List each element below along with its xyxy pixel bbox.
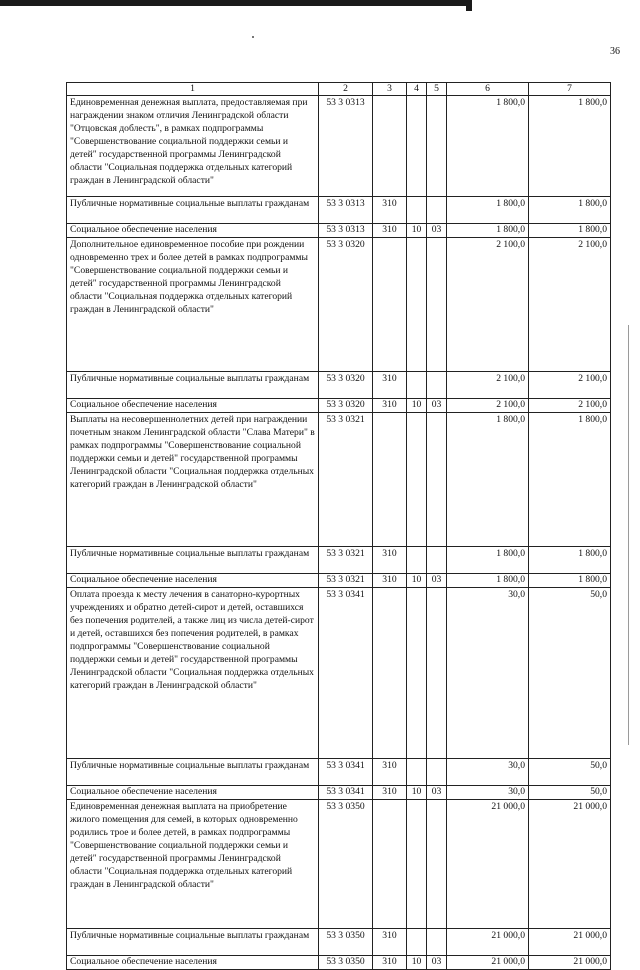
amount-col6: 30,0 bbox=[447, 786, 529, 800]
column-header: 3 bbox=[373, 83, 407, 96]
section: 10 bbox=[407, 786, 427, 800]
scan-right-edge bbox=[628, 325, 629, 745]
amount-col7: 1 800,0 bbox=[529, 574, 611, 588]
row-name: Оплата проезда к месту лечения в санаторно-курортных учреждениях и обратно детей-сирот и детей, оставшихся без попечения родителей, а также лиц из числа детей-сирот и детей, оставшихся без попечения родителей, в рамках подпрограммы "Совершенствование социальной поддержки семьи и детей" государственной программы Ленинградской области "Социальная поддержка отдельных категорий граждан в Ленинградской области" bbox=[67, 588, 319, 759]
section: 10 bbox=[407, 399, 427, 413]
table-row bbox=[67, 956, 611, 970]
amount-col7: 2 100,0 bbox=[529, 399, 611, 413]
column-header: 5 bbox=[427, 83, 447, 96]
subsection: 03 bbox=[427, 786, 447, 800]
target-code: 53 3 0341 bbox=[319, 786, 373, 800]
expense-type: 310 bbox=[373, 547, 407, 574]
expense-type bbox=[373, 800, 407, 929]
target-code: 53 3 0320 bbox=[319, 399, 373, 413]
amount-col7: 21 000,0 bbox=[529, 800, 611, 929]
amount-col7: 50,0 bbox=[529, 588, 611, 759]
table-row bbox=[67, 547, 611, 574]
section bbox=[407, 588, 427, 759]
row-name: Единовременная денежная выплата на приобретение жилого помещения для семей, в которых одновременно родились трое и более детей, в рамках подпрограммы "Совершенствование социальной поддержки семьи и детей" государственной программы Ленинградской области "Социальная поддержка отдельных категорий граждан в Ленинградской области" bbox=[67, 800, 319, 929]
amount-col6: 2 100,0 bbox=[447, 399, 529, 413]
expense-type: 310 bbox=[373, 399, 407, 413]
table-row bbox=[67, 238, 611, 372]
section bbox=[407, 413, 427, 547]
column-header: 7 bbox=[529, 83, 611, 96]
subsection bbox=[427, 96, 447, 197]
target-code: 53 3 0320 bbox=[319, 372, 373, 399]
section bbox=[407, 547, 427, 574]
target-code: 53 3 0313 bbox=[319, 224, 373, 238]
subsection: 03 bbox=[427, 956, 447, 970]
column-header: 6 bbox=[447, 83, 529, 96]
amount-col7: 21 000,0 bbox=[529, 956, 611, 970]
amount-col7: 50,0 bbox=[529, 786, 611, 800]
target-code: 53 3 0341 bbox=[319, 588, 373, 759]
row-name: Публичные нормативные социальные выплаты гражданам bbox=[67, 547, 319, 574]
subsection bbox=[427, 547, 447, 574]
section bbox=[407, 929, 427, 956]
amount-col6: 2 100,0 bbox=[447, 238, 529, 372]
row-name: Публичные нормативные социальные выплаты гражданам bbox=[67, 929, 319, 956]
page-number: 36 bbox=[610, 46, 620, 57]
target-code: 53 3 0341 bbox=[319, 759, 373, 786]
target-code: 53 3 0313 bbox=[319, 197, 373, 224]
target-code: 53 3 0321 bbox=[319, 413, 373, 547]
expense-type bbox=[373, 96, 407, 197]
amount-col7: 2 100,0 bbox=[529, 238, 611, 372]
target-code: 53 3 0321 bbox=[319, 547, 373, 574]
table-row bbox=[67, 399, 611, 413]
subsection bbox=[427, 197, 447, 224]
row-name: Публичные нормативные социальные выплаты гражданам bbox=[67, 197, 319, 224]
table-row bbox=[67, 929, 611, 956]
amount-col6: 21 000,0 bbox=[447, 800, 529, 929]
amount-col7: 1 800,0 bbox=[529, 96, 611, 197]
column-header: 2 bbox=[319, 83, 373, 96]
table-row bbox=[67, 224, 611, 238]
subsection: 03 bbox=[427, 399, 447, 413]
subsection bbox=[427, 929, 447, 956]
section bbox=[407, 197, 427, 224]
amount-col6: 1 800,0 bbox=[447, 96, 529, 197]
amount-col7: 1 800,0 bbox=[529, 224, 611, 238]
subsection bbox=[427, 413, 447, 547]
section: 10 bbox=[407, 956, 427, 970]
amount-col7: 50,0 bbox=[529, 759, 611, 786]
scan-speck bbox=[252, 36, 254, 38]
section bbox=[407, 372, 427, 399]
row-name: Выплаты на несовершеннолетних детей при награждении почетным знаком Ленинградской области "Слава Матери" в рамках подпрограммы "Совершенствование социальной поддержки семьи и детей" государственной программы Ленинградской области "Социальная поддержка отдельных категорий граждан в Ленинградской области" bbox=[67, 413, 319, 547]
expense-type: 310 bbox=[373, 759, 407, 786]
target-code: 53 3 0321 bbox=[319, 574, 373, 588]
table-row bbox=[67, 786, 611, 800]
expense-type: 310 bbox=[373, 786, 407, 800]
budget-table bbox=[66, 82, 611, 970]
amount-col7: 1 800,0 bbox=[529, 547, 611, 574]
column-number-row bbox=[67, 83, 611, 96]
subsection: 03 bbox=[427, 224, 447, 238]
amount-col6: 1 800,0 bbox=[447, 547, 529, 574]
row-name: Социальное обеспечение населения bbox=[67, 574, 319, 588]
subsection bbox=[427, 372, 447, 399]
subsection bbox=[427, 238, 447, 372]
expense-type: 310 bbox=[373, 372, 407, 399]
amount-col6: 30,0 bbox=[447, 588, 529, 759]
subsection: 03 bbox=[427, 574, 447, 588]
amount-col6: 1 800,0 bbox=[447, 413, 529, 547]
section bbox=[407, 800, 427, 929]
target-code: 53 3 0350 bbox=[319, 929, 373, 956]
amount-col7: 2 100,0 bbox=[529, 372, 611, 399]
amount-col6: 21 000,0 bbox=[447, 929, 529, 956]
table-row bbox=[67, 372, 611, 399]
amount-col7: 1 800,0 bbox=[529, 197, 611, 224]
subsection bbox=[427, 759, 447, 786]
table-row bbox=[67, 413, 611, 547]
row-name: Социальное обеспечение населения bbox=[67, 399, 319, 413]
amount-col6: 1 800,0 bbox=[447, 574, 529, 588]
scan-top-bar-tail bbox=[466, 0, 472, 11]
expense-type: 310 bbox=[373, 956, 407, 970]
table-row bbox=[67, 588, 611, 759]
table-row bbox=[67, 800, 611, 929]
row-name: Социальное обеспечение населения bbox=[67, 956, 319, 970]
table-row bbox=[67, 96, 611, 197]
section: 10 bbox=[407, 574, 427, 588]
expense-type: 310 bbox=[373, 574, 407, 588]
row-name: Публичные нормативные социальные выплаты гражданам bbox=[67, 759, 319, 786]
expense-type: 310 bbox=[373, 197, 407, 224]
target-code: 53 3 0320 bbox=[319, 238, 373, 372]
section bbox=[407, 759, 427, 786]
row-name: Дополнительное единовременное пособие при рождении одновременно трех и более детей в рамках подпрограммы "Совершенствование социальной поддержки семьи и детей" государственной программы Ленинградской области "Социальная поддержка отдельных категорий граждан в Ленинградской области" bbox=[67, 238, 319, 372]
target-code: 53 3 0350 bbox=[319, 956, 373, 970]
scan-top-bar bbox=[0, 0, 466, 6]
row-name: Социальное обеспечение населения bbox=[67, 786, 319, 800]
subsection bbox=[427, 800, 447, 929]
row-name: Социальное обеспечение населения bbox=[67, 224, 319, 238]
column-header: 1 bbox=[67, 83, 319, 96]
table-row bbox=[67, 574, 611, 588]
table-row bbox=[67, 759, 611, 786]
target-code: 53 3 0313 bbox=[319, 96, 373, 197]
amount-col6: 1 800,0 bbox=[447, 197, 529, 224]
expense-type bbox=[373, 238, 407, 372]
amount-col6: 30,0 bbox=[447, 759, 529, 786]
section: 10 bbox=[407, 224, 427, 238]
amount-col7: 21 000,0 bbox=[529, 929, 611, 956]
expense-type: 310 bbox=[373, 224, 407, 238]
section bbox=[407, 238, 427, 372]
row-name: Единовременная денежная выплата, предоставляемая при награждении знаком отличия Ленинградской области "Отцовская доблесть", в рамках подпрограммы "Совершенствование социальной поддержки семьи и детей" государственной программы Ленинградской области "Социальная поддержка отдельных категорий граждан в Ленинградской области" bbox=[67, 96, 319, 197]
expense-type bbox=[373, 413, 407, 547]
subsection bbox=[427, 588, 447, 759]
expense-type bbox=[373, 588, 407, 759]
expense-type: 310 bbox=[373, 929, 407, 956]
column-header: 4 bbox=[407, 83, 427, 96]
section bbox=[407, 96, 427, 197]
target-code: 53 3 0350 bbox=[319, 800, 373, 929]
row-name: Публичные нормативные социальные выплаты гражданам bbox=[67, 372, 319, 399]
amount-col6: 2 100,0 bbox=[447, 372, 529, 399]
amount-col6: 21 000,0 bbox=[447, 956, 529, 970]
amount-col6: 1 800,0 bbox=[447, 224, 529, 238]
amount-col7: 1 800,0 bbox=[529, 413, 611, 547]
table-row bbox=[67, 197, 611, 224]
